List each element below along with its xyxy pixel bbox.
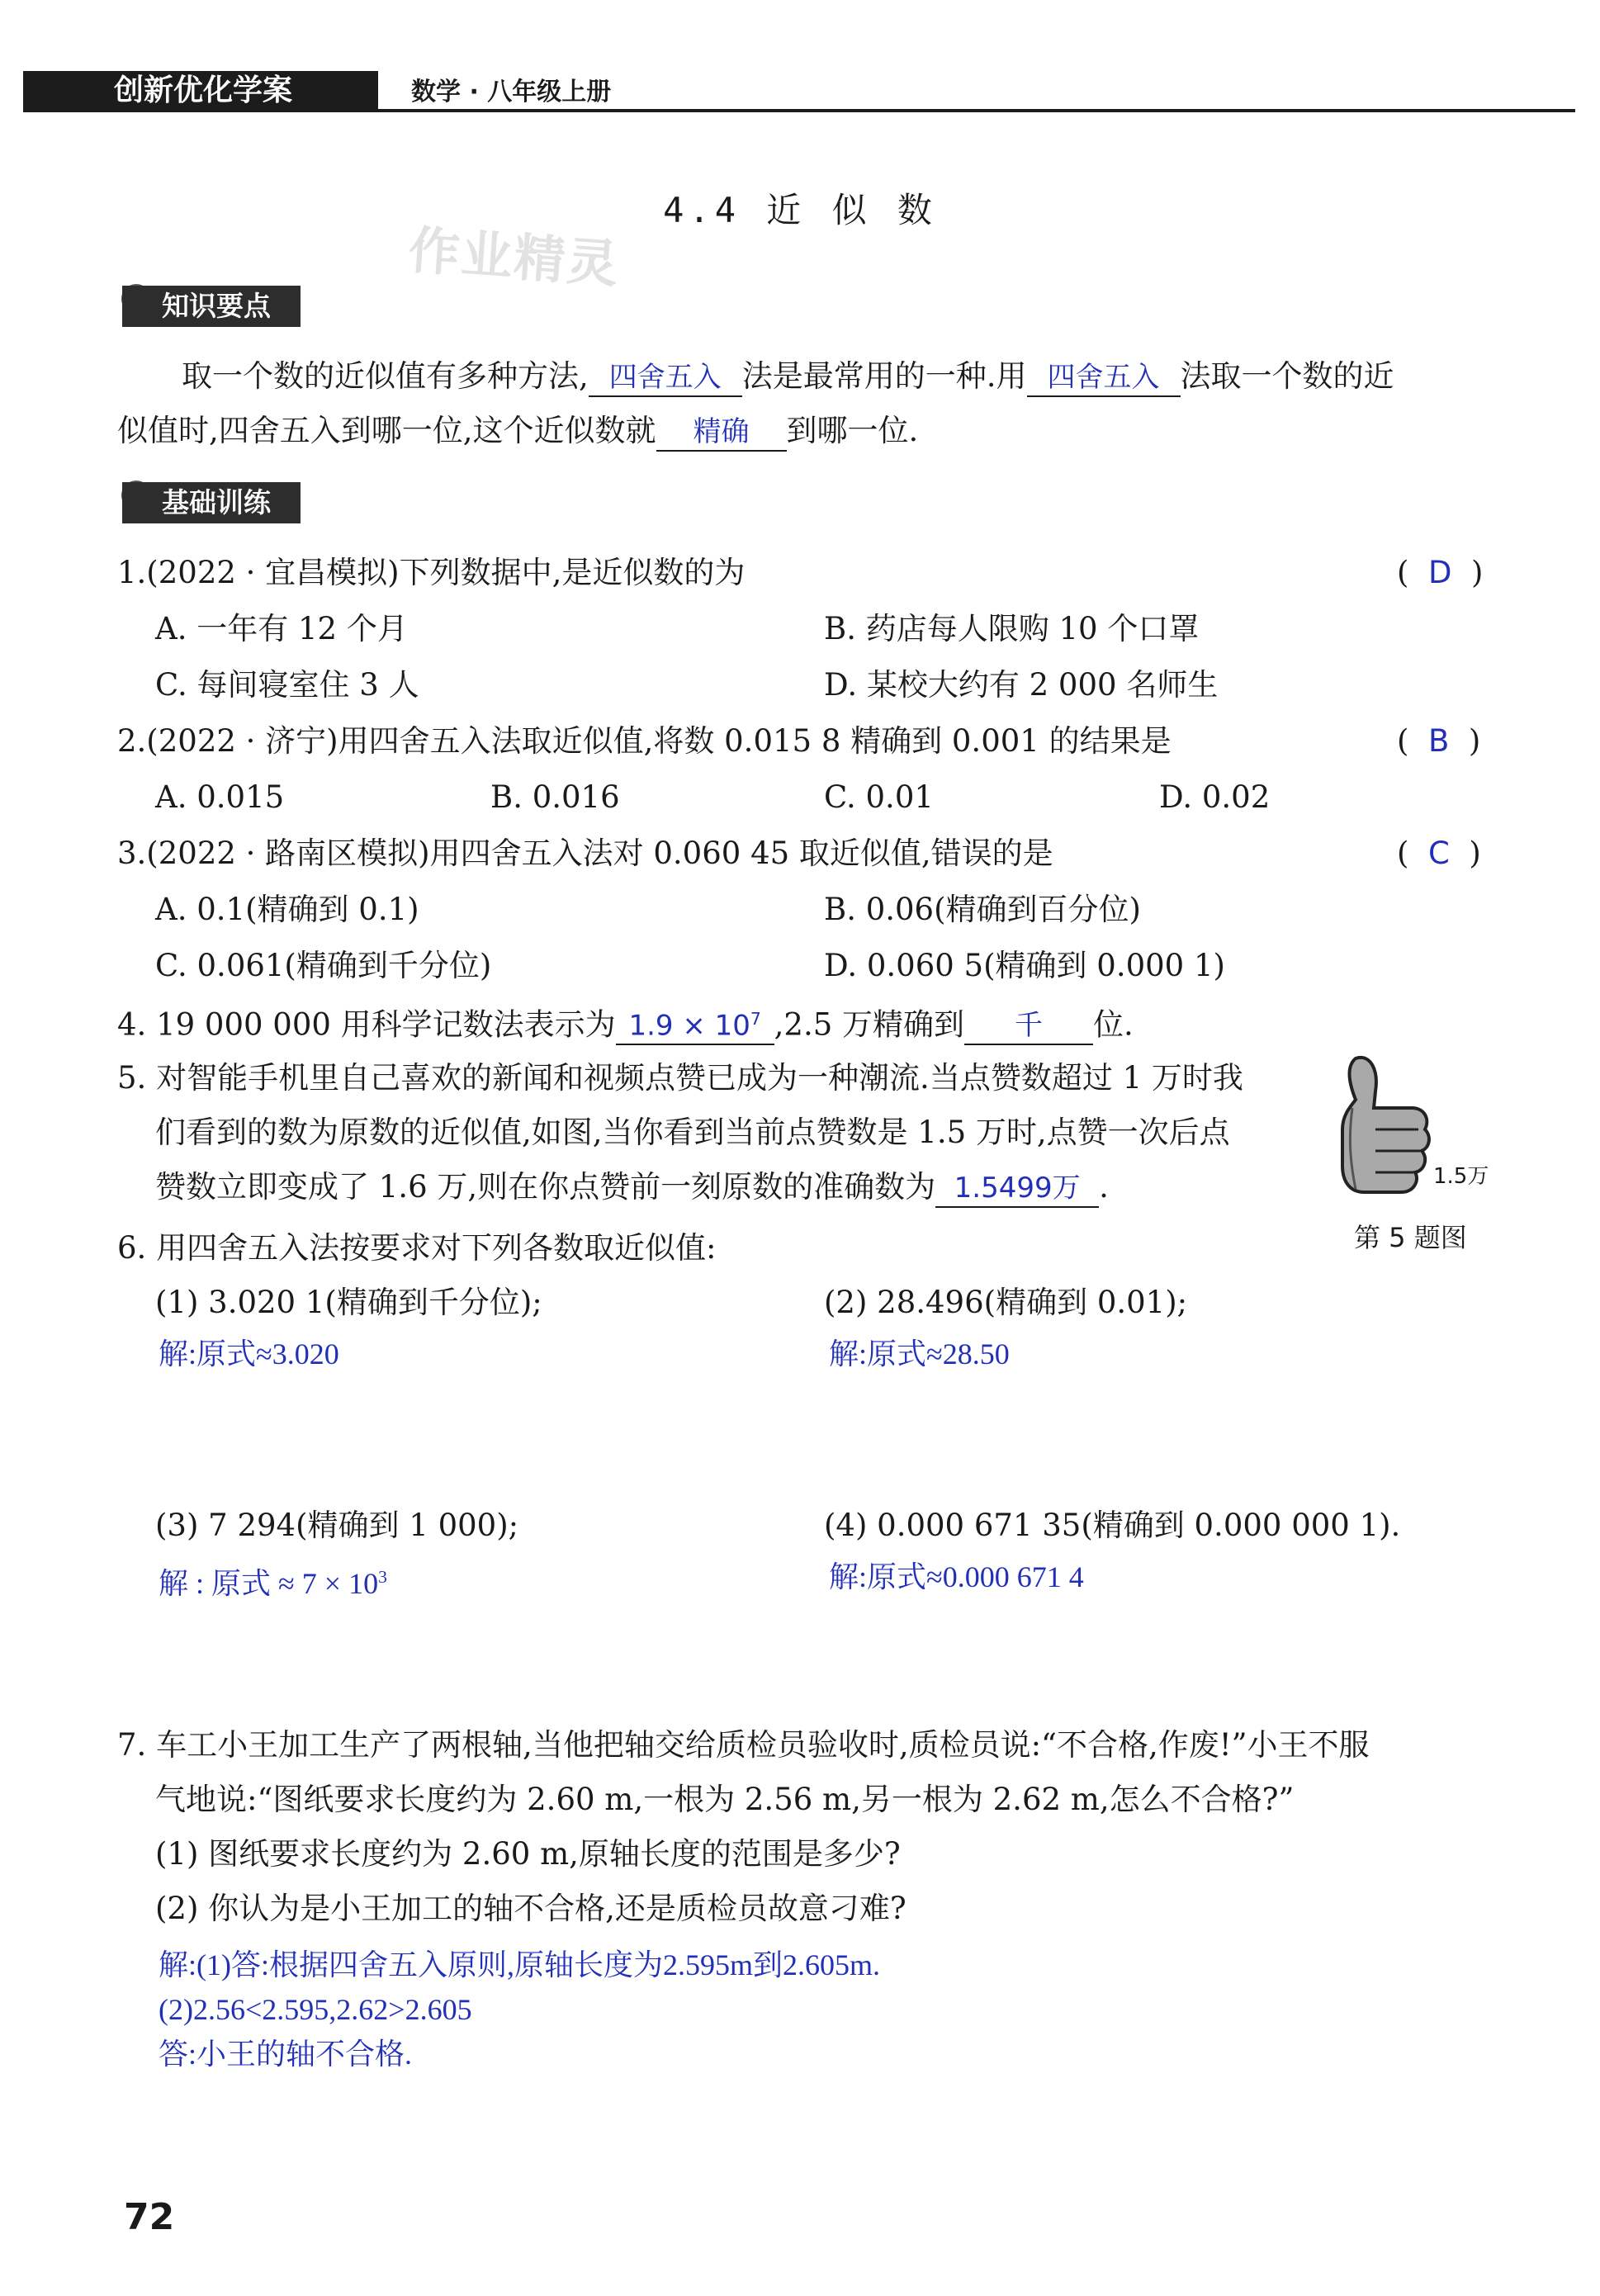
- knowledge-line-1: [182, 355, 1394, 398]
- option: C. 0.061(精确到千分位): [155, 948, 492, 983]
- question-5-line-3: [155, 1166, 1109, 1209]
- option: A. 0.1(精确到 0.1): [155, 892, 419, 927]
- option: B. 0.06(精确到百分位): [824, 892, 1141, 927]
- question-1-stem: 1.(2022 · 宜昌模拟)下列数据中,是近似数的为: [117, 555, 746, 590]
- handwritten-answer: 解:原式≈0.000 671 4: [829, 1560, 1084, 1593]
- watermark: 作业精灵: [406, 220, 622, 295]
- thumbs-up-icon: [1331, 1050, 1438, 1207]
- answer-bracket: ( C ): [1397, 836, 1481, 871]
- question-3-stem: 3.(2022 · 路南区模拟)用四舍五入法对 0.060 45 取近似值,错误的是: [117, 836, 1053, 871]
- subject-label: 数学 · 八年级上册: [411, 78, 612, 107]
- knowledge-text: 似值时,四舍五入到哪一位,这个近似数就: [117, 413, 656, 448]
- question-text: 4. 19 000 000 用科学记数法表示为: [117, 1006, 616, 1043]
- handwritten-answer: [159, 1557, 387, 1603]
- question-7-line-2: 气地说:“图纸要求长度约为 2.60 m,一根为 2.56 m,另一根为 2.62 m,怎么不合格?”: [155, 1782, 1295, 1817]
- question-6-stem: 6. 用四舍五入法按要求对下列各数取近似值:: [117, 1230, 717, 1266]
- question-5-line-1: 5. 对智能手机里自己喜欢的新闻和视频点赞已成为一种潮流.当点赞数超过 1 万时我: [117, 1060, 1243, 1096]
- knowledge-text: 法是最常用的一种.用: [741, 358, 1027, 394]
- answer-bracket: ( D ): [1397, 555, 1484, 590]
- question-text: 赞数立即变成了 1.6 万,则在你点赞前一刻原数的准确数为: [155, 1169, 936, 1205]
- knowledge-tag: 知识要点: [122, 286, 301, 327]
- handwritten-answer: 答:小王的轴不合格.: [159, 2038, 413, 2071]
- sub-question: (3) 7 294(精确到 1 000);: [155, 1508, 519, 1543]
- handwritten-answer: 解:原式≈3.020: [159, 1337, 339, 1370]
- header-rule: [23, 109, 1575, 112]
- question-4: [117, 1001, 1134, 1046]
- figure-caption: 第 5 题图: [1354, 1222, 1467, 1253]
- question-text: ,2.5 万精确到: [774, 1006, 965, 1043]
- option: D. 0.02: [1159, 779, 1271, 815]
- sub-question: (2) 你认为是小王加工的轴不合格,还是质检员故意刁难?: [155, 1891, 907, 1926]
- figure-label: 1.5万: [1433, 1164, 1489, 1189]
- answer-exponent: 3: [378, 1567, 387, 1587]
- choice-answer: B: [1427, 723, 1450, 759]
- brand-banner: [23, 71, 378, 111]
- question-5-line-2: 们看到的数为原数的近似值,如图,当你看到当前点赞数是 1.5 万时,点赞一次后点: [155, 1115, 1230, 1150]
- knowledge-text: 取一个数的近似值有多种方法,: [182, 358, 589, 394]
- blank-exponent: 7: [750, 1009, 761, 1029]
- handwritten-answer: 解:(1)答:根据四舍五入原则,原轴长度为2.595m到2.605m.: [159, 1948, 880, 1981]
- knowledge-text: 到哪一位.: [786, 413, 919, 448]
- sub-question: (2) 28.496(精确到 0.01);: [824, 1285, 1188, 1320]
- question-2-stem: 2.(2022 · 济宁)用四舍五入法取近似值,将数 0.015 8 精确到 0.001 的结果是: [117, 723, 1172, 759]
- option: C. 每间寝室住 3 人: [155, 667, 419, 703]
- handwritten-answer: (2)2.56<2.595,2.62>2.605: [159, 1993, 472, 2026]
- question-7-line-1: 7. 车工小王加工生产了两根轴,当他把轴交给质检员验收时,质检员说:“不合格,作废!”小王不服: [117, 1727, 1370, 1763]
- option: A. 0.015: [155, 779, 285, 815]
- answer-blank: 千: [964, 1007, 1093, 1045]
- question-text: 位.: [1093, 1006, 1134, 1043]
- knowledge-text: 法取一个数的近: [1180, 358, 1394, 394]
- option: D. 某校大约有 2 000 名师生: [824, 667, 1219, 703]
- blank-value: 1.9 × 10: [628, 1009, 750, 1043]
- answer-blank: 四舍五入: [1027, 359, 1181, 397]
- choice-answer: C: [1427, 836, 1450, 871]
- option: B. 药店每人限购 10 个口罩: [824, 611, 1200, 646]
- sub-question: (1) 图纸要求长度约为 2.60 m,原轴长度的范围是多少?: [155, 1836, 901, 1872]
- answer-blank: [616, 1001, 774, 1045]
- answer-bracket: ( B ): [1397, 723, 1481, 759]
- answer-blank: 精确: [656, 414, 787, 452]
- page-number: 72: [124, 2196, 175, 2238]
- choice-answer: D: [1427, 555, 1452, 590]
- handwritten-answer: 解:原式≈28.50: [829, 1337, 1010, 1370]
- question-text: .: [1099, 1169, 1109, 1205]
- answer-blank: 四舍五入: [589, 359, 742, 397]
- knowledge-line-2: [117, 409, 918, 452]
- sub-question: (4) 0.000 671 35(精确到 0.000 000 1).: [824, 1508, 1401, 1543]
- sub-question: (1) 3.020 1(精确到千分位);: [155, 1285, 542, 1320]
- option: C. 0.01: [824, 779, 934, 815]
- option: B. 0.016: [490, 779, 620, 815]
- option: A. 一年有 12 个月: [155, 611, 408, 646]
- brand-title: 创新优化学案: [114, 73, 293, 107]
- section-title: 4.4 近 似 数: [663, 190, 937, 230]
- option: D. 0.060 5(精确到 0.000 1): [824, 948, 1225, 983]
- answer-blank: 1.5499万: [935, 1170, 1099, 1208]
- answer-text: 解 : 原式 ≈ 7 × 10: [159, 1567, 379, 1600]
- training-tag: 基础训练: [122, 482, 301, 523]
